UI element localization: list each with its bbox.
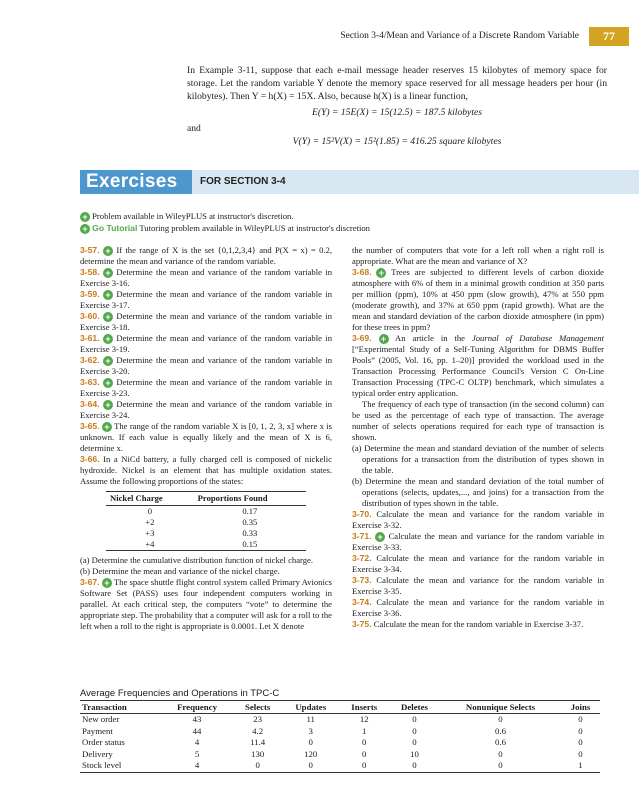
exercise-text: If the range of X is the set {0,1,2,3,4} and P(X = x) = 0.2, determine the mean and variance of the random variable. [80, 245, 332, 266]
exercise-3-66b: (b) Determine the mean and variance of the nickel charge. [80, 566, 280, 576]
table-cell: 0.17 [242, 506, 258, 516]
table-cell: 0 [412, 714, 417, 724]
table-header: Nonunique Selects [440, 701, 561, 714]
exercise-text: Calculate the mean for the random variable in Exercise 3-37. [373, 619, 584, 629]
legend-plus [80, 210, 370, 222]
table-cell: 0 [362, 748, 367, 759]
exercise-text: Calculate the mean and variance for the random variable in Exercise 3-35. [352, 575, 604, 596]
table-cell: 0.6 [495, 737, 506, 747]
exercise-text: Determine the mean and variance of the random variable in Exercise 3-24. [80, 399, 332, 420]
exercise-text: Determine the mean and variance of the random variable in Exercise 3-18. [80, 311, 332, 332]
table-header: Transaction [80, 701, 161, 714]
nickel-table [106, 491, 306, 551]
plus-icon: + [103, 290, 113, 300]
exercise-number: 3-59. [80, 289, 100, 299]
exercise-3-64 [80, 399, 332, 421]
table-cell: 0 [147, 506, 152, 516]
table-cell: 10 [410, 748, 419, 759]
exercise-number: 3-70. [352, 509, 372, 519]
legend [80, 210, 370, 234]
table-cell: 1 [362, 725, 367, 736]
table-cell: 0 [412, 725, 417, 736]
exercise-number: 3-72. [352, 553, 372, 563]
table-cell: 43 [192, 714, 202, 724]
exercise-3-65 [80, 421, 332, 454]
legend-plus-text: Problem available in WileyPLUS at instructor's discretion. [92, 211, 294, 221]
exercise-3-75 [352, 619, 604, 630]
exercises-title: Exercises [80, 170, 198, 194]
exercise-3-63 [80, 377, 332, 399]
equation-variance: V(Y) = 15²V(X) = 15²(1.85) = 416.25 square kilobytes [292, 136, 502, 147]
table-row [106, 506, 306, 518]
exercise-number: 3-73. [352, 575, 372, 585]
exercise-text: Determine the mean and variance of the random variable in Exercise 3-17. [80, 289, 332, 310]
exercise-text: Determine the mean and variance of the random variable in Exercise 3-20. [80, 355, 332, 376]
table-cell: 0 [340, 760, 389, 772]
table-header: Frequency [161, 701, 234, 714]
exercise-3-60 [80, 311, 332, 333]
exercise-text: Calculate the mean and variance for the random variable in Exercise 3-32. [352, 509, 604, 530]
table-cell: 1 [561, 760, 600, 772]
plus-icon: + [375, 532, 385, 542]
plus-icon: + [103, 378, 113, 388]
and-word: and [187, 123, 201, 134]
table-cell: 5 [194, 748, 200, 759]
table-cell: 0 [233, 760, 282, 772]
exercise-3-59 [80, 289, 332, 311]
exercise-3-69-paragraph: The frequency of each type of transaction (in the second column) can be used as the percentage of each type of transaction. The average number of selects operations required for each type of transaction is shown. [352, 399, 604, 442]
legend-go [80, 222, 370, 234]
exercises-subtitle: FOR SECTION 3-4 [200, 176, 286, 187]
table-cell: 11.4 [250, 737, 266, 747]
table-cell: 0 [578, 748, 583, 759]
exercise-text: Calculate the mean and variance for the random variable in Exercise 3-34. [352, 553, 604, 574]
table-cell: 0 [362, 737, 367, 747]
table-header: Deletes [389, 701, 440, 714]
exercise-3-67 [80, 577, 332, 632]
exercise-3-66 [80, 454, 332, 487]
table-header: Inserts [340, 701, 389, 714]
table-cell: 120 [304, 748, 318, 759]
plus-icon: + [103, 400, 113, 410]
exercise-number: 3-61. [80, 333, 100, 343]
table-cell: Stock level [80, 760, 161, 772]
table-row [80, 714, 600, 726]
right-column [352, 245, 604, 630]
exercise-number: 3-67. [80, 577, 100, 587]
exercise-text: Calculate the mean and variance for the random variable in Exercise 3-33. [352, 531, 605, 552]
exercise-number: 3-60. [80, 311, 100, 321]
table-cell: 0.33 [242, 528, 258, 538]
table-cell: 0 [440, 760, 561, 772]
table-header: Joins [561, 701, 600, 714]
table-cell: 4 [161, 760, 234, 772]
table-row [80, 726, 600, 738]
table-cell: 3 [308, 725, 313, 736]
table-row [106, 517, 306, 528]
table-cell: 0 [578, 725, 583, 736]
table-cell: +2 [145, 517, 155, 527]
plus-icon: + [102, 578, 112, 588]
table-cell: 0.15 [194, 539, 306, 551]
equation-expectation: E(Y) = 15E(X) = 15(12.5) = 187.5 kilobytes [312, 107, 482, 118]
table-row [80, 737, 600, 749]
tpc-table-title: Average Frequencies and Operations in TPC-C [80, 688, 280, 699]
plus-icon: + [103, 268, 113, 278]
exercise-3-72 [352, 553, 604, 575]
table-cell: 130 [251, 748, 265, 759]
table-row [106, 528, 306, 539]
table-cell: Payment [82, 725, 113, 736]
exercise-3-70 [352, 509, 604, 531]
plus-icon: + [103, 334, 113, 344]
table-cell: 0 [498, 714, 503, 724]
table-row [80, 749, 600, 761]
table-cell: 0 [412, 737, 417, 747]
plus-icon: + [80, 212, 90, 222]
table-cell: Delivery [82, 748, 113, 759]
exercise-number: 3-64. [80, 399, 100, 409]
exercise-number: 3-63. [80, 377, 100, 387]
exercise-number: 3-62. [80, 355, 100, 365]
table-cell: 4 [194, 737, 200, 747]
table-cell: 12 [359, 714, 369, 724]
exercise-text: An article in the [395, 333, 472, 343]
exercise-3-73 [352, 575, 604, 597]
exercise-3-61 [80, 333, 332, 355]
exercise-3-62 [80, 355, 332, 377]
exercise-text: In a NiCd battery, a fully charged cell is composed of nickelic hydroxide. Nickel is an element that has multiple oxidation states. Assume the following proportions of the states: [80, 454, 332, 486]
table-cell: 44 [192, 725, 202, 736]
exercise-3-66a: (a) Determine the cumulative distribution function of nickel charge. [80, 555, 313, 565]
exercise-number: 3-66. [80, 454, 100, 464]
exercise-3-69b: (b) Determine the mean and standard deviation of the total number of operations (selects, updates,..., and joins) for a transaction from the distribution of types shown in the table. [352, 476, 604, 508]
exercise-3-57 [80, 245, 332, 267]
table-header: Updates [282, 701, 340, 714]
exercise-number: 3-65. [80, 421, 100, 431]
exercise-number: 3-75. [352, 619, 372, 629]
exercise-3-71 [352, 531, 604, 553]
exercise-text: The range of the random variable X is [0, 1, 2, 3, x] where x is unknown. If each value is equally likely and the mean of X is 6, determine x. [80, 421, 332, 453]
table-row [80, 760, 600, 772]
plus-icon: + [80, 224, 90, 234]
plus-icon: + [376, 268, 386, 278]
intro-paragraph: In Example 3-11, suppose that each e-mail message header reserves 15 kilobytes of memory space for storage. Let the random variable Y denote the memory space reserved for all message headers per hour (in kilobytes). Then Y = h(X) = 15X. Also, because h(X) is a linear function, [187, 65, 607, 102]
section-title: Section 3-4/Mean and Variance of a Discrete Random Variable [340, 31, 579, 41]
exercise-text: Determine the mean and variance of the random variable in Exercise 3-19. [80, 333, 332, 354]
table-cell: 0 [308, 737, 313, 747]
table-cell: New order [82, 714, 120, 724]
table-header: Selects [233, 701, 282, 714]
exercise-text: Trees are subjected to different levels of carbon dioxide atmosphere with 6% of them in a minimal growth condition at 350 parts per million (ppm), 10% at 450 ppm (slow growth), 47% at 550 ppm (moderate growth), and 37% at 650 ppm (rapid growth). What are the mean and standard deviation of the carbon dioxide atmosphere (in ppm) for these trees in ppm? [352, 267, 604, 332]
intro-block [187, 64, 607, 148]
page-number: 77 [589, 27, 629, 46]
table-cell: 23 [253, 714, 263, 724]
table-cell: 11 [306, 714, 315, 724]
exercise-number: 3-69. [352, 333, 372, 343]
exercise-3-68 [352, 267, 604, 333]
table-header-row [80, 701, 600, 714]
plus-icon: + [103, 356, 113, 366]
exercise-number: 3-58. [80, 267, 100, 277]
table-cell: 0.6 [495, 725, 506, 736]
plus-icon: + [379, 334, 389, 344]
table-cell: +3 [145, 528, 155, 538]
exercise-3-58 [80, 267, 332, 289]
exercise-3-74 [352, 597, 604, 619]
table-cell: 0.35 [242, 517, 258, 527]
table-cell: 0 [578, 737, 583, 747]
exercise-text: The space shuttle flight control system called Primary Avionics Software Set (PASS) uses four independent computers working in parallel. At each critical step, the computers “vote” to determine the appropriate step. The probability that a computer will ask for a roll to the left when a roll to the right is appropriate is 0.0001. Let X denote [80, 577, 333, 631]
table-header: Proportions Found [194, 492, 306, 506]
exercise-text: Determine the mean and variance of the random variable in Exercise 3-16. [80, 267, 332, 288]
exercise-number: 3-68. [352, 267, 372, 277]
table-cell: 4.2 [252, 725, 264, 736]
exercise-number: 3-57. [80, 245, 100, 255]
table-header: Nickel Charge [106, 492, 194, 506]
exercise-text: Calculate the mean and variance for the random variable in Exercise 3-36. [352, 597, 604, 618]
table-cell: +4 [106, 539, 194, 551]
table-cell: 0 [498, 748, 503, 759]
plus-icon: + [103, 312, 113, 322]
plus-icon: + [103, 246, 113, 256]
legend-go-text: Tutoring problem available in WileyPLUS at instructor's discretion [139, 223, 370, 233]
left-column [80, 245, 332, 632]
table-cell: 0 [389, 760, 440, 772]
journal-title: Journal of Database Management [471, 333, 604, 343]
tpc-table-body [80, 714, 600, 773]
table-cell: Order status [82, 737, 125, 747]
exercise-3-69a: (a) Determine the mean and standard deviation of the number of selects operations for a transaction from the distribution of types shown in the table. [352, 443, 604, 475]
tpc-table [80, 700, 600, 773]
exercise-text: [“Experimental Study of a Self-Tuning Algorithm for DBMS Buffer Pools” (2005, Vol. 16, pp. 1–20)] provided the workload used in the Transaction Processing Performance Council's Version C On-Line Transaction Processing (TPC-C OLTP) benchmark, which simulates a typical order entry application. [352, 344, 604, 398]
table-row [106, 539, 306, 551]
exercise-number: 3-74. [352, 597, 372, 607]
table-cell: 0 [578, 714, 583, 724]
exercise-3-69 [352, 333, 604, 399]
table-cell: 0 [282, 760, 340, 772]
plus-icon: + [102, 422, 112, 432]
exercise-3-67-continued: the number of computers that vote for a left roll when a right roll is appropriate. What are the mean and variance of X? [352, 245, 604, 266]
exercise-text: Determine the mean and variance of the random variable in Exercise 3-23. [80, 377, 332, 398]
go-tutorial-label: Go Tutorial [92, 223, 138, 233]
exercise-number: 3-71. [352, 531, 372, 541]
